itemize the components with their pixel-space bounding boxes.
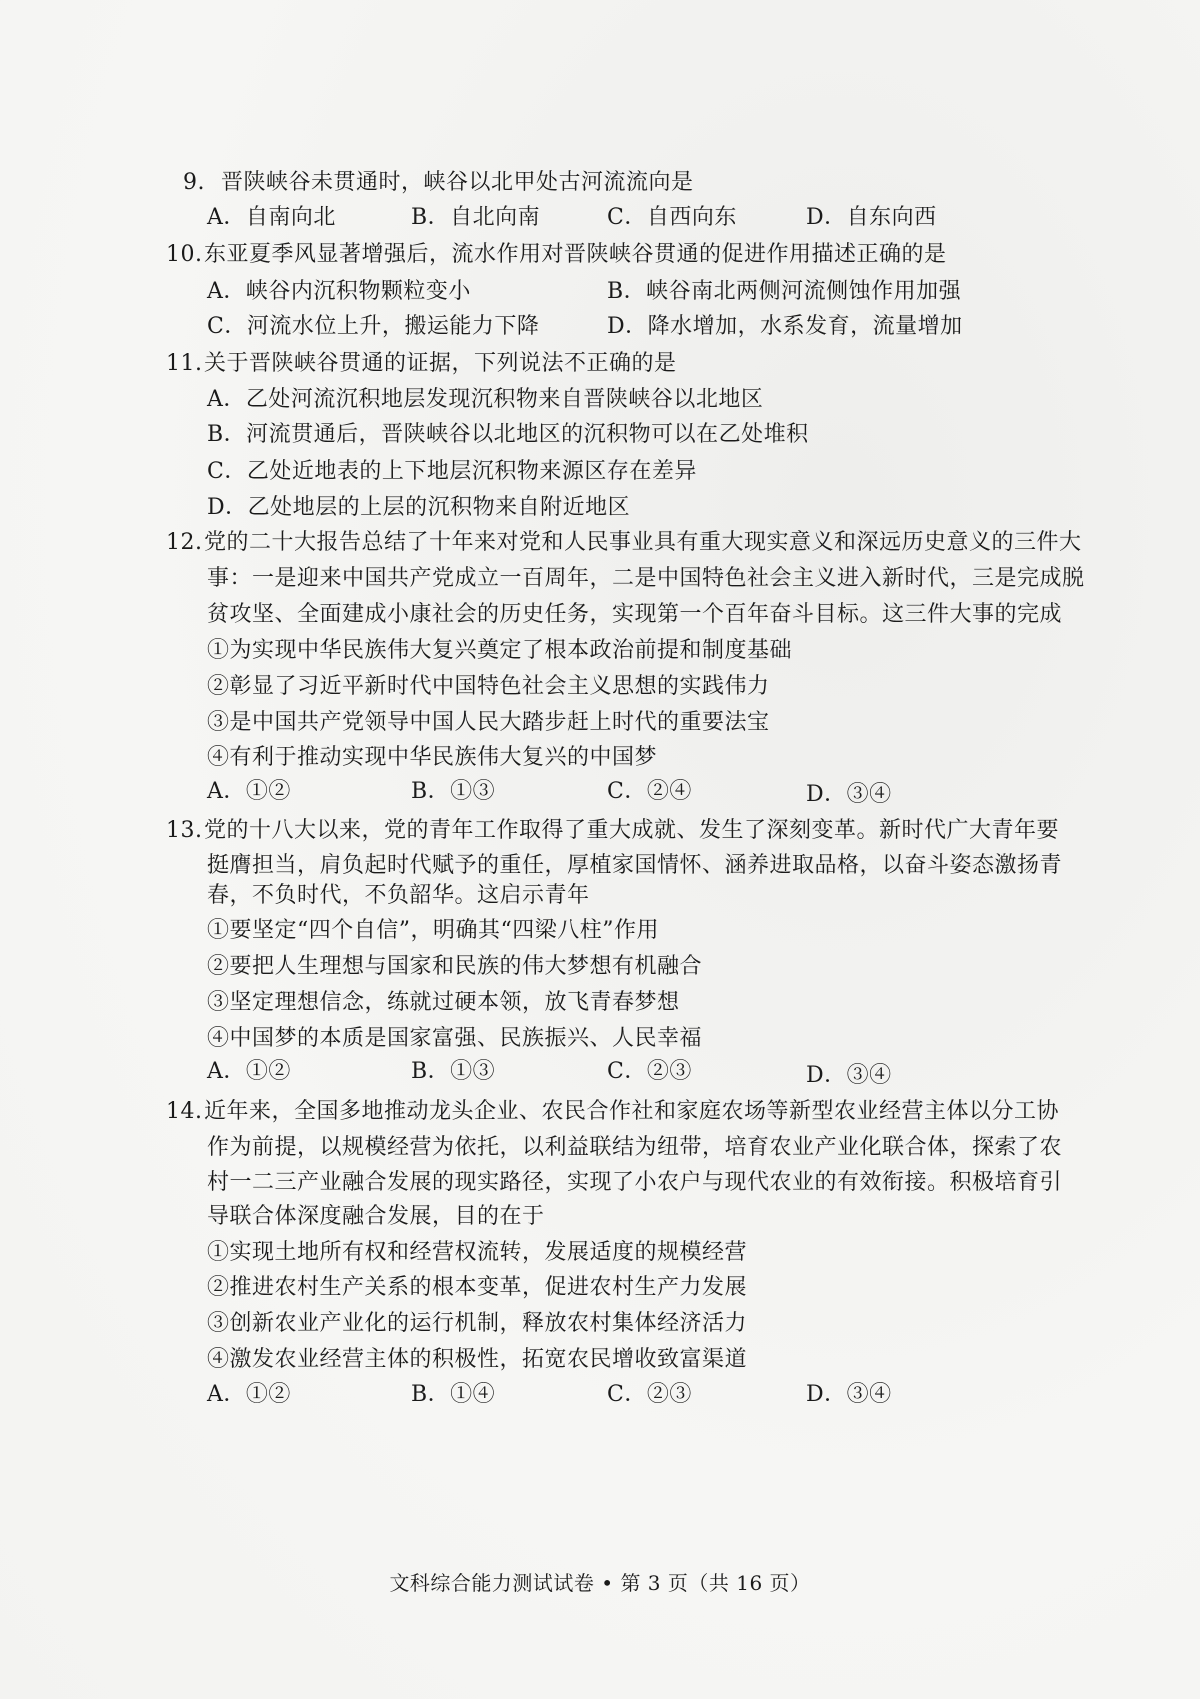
- q10-option-a: A．峡谷内沉积物颗粒变小: [207, 279, 471, 304]
- q12-option-b: B．①③: [411, 779, 496, 804]
- question-number: 10.: [166, 242, 203, 267]
- q10-option-c: C．河流水位上升，搬运能力下降: [207, 314, 540, 339]
- question-text: 党的十八大以来，党的青年工作取得了重大成就、发生了深刻变革。新时代广大青年要: [204, 818, 1060, 843]
- q9-option-c: C．自西向东: [607, 205, 737, 230]
- q14-item-2: ②推进农村生产关系的根本变革，促进农村生产力发展: [207, 1275, 748, 1300]
- q11-option-b: B．河流贯通后，晋陕峡谷以北地区的沉积物可以在乙处堆积: [207, 422, 809, 447]
- question-text-line: 贫攻坚、全面建成小康社会的历史任务，实现第一个百年奋斗目标。这三件大事的完成: [207, 602, 1063, 627]
- q13-option-c: C．②③: [607, 1059, 692, 1084]
- q13-option-a: A．①②: [207, 1059, 291, 1084]
- q14-option-d: D．③④: [806, 1382, 892, 1407]
- question-text-line: 作为前提，以规模经营为依托，以利益联结为纽带，培育农业产业化联合体，探索了农: [207, 1135, 1063, 1160]
- question-number: 12.: [166, 530, 203, 555]
- q9-option-b: B．自北向南: [411, 205, 541, 230]
- question-number: 11.: [166, 351, 203, 376]
- question-text-line: 导联合体深度融合发展，目的在于: [207, 1204, 545, 1229]
- q14-option-c: C．②③: [607, 1382, 692, 1407]
- q12-item-2: ②彰显了习近平新时代中国特色社会主义思想的实践伟力: [207, 674, 770, 699]
- question-13-stem: [166, 811, 1106, 851]
- q10-option-b: B．峡谷南北两侧河流侧蚀作用加强: [607, 279, 962, 304]
- q13-item-3: ③坚定理想信念，练就过硬本领，放飞青春梦想: [207, 990, 680, 1015]
- q11-option-a: A．乙处河流沉积地层发现沉积物来自晋陕峡谷以北地区: [207, 387, 764, 412]
- question-number: 13.: [166, 818, 203, 843]
- question-12-stem: [166, 523, 1106, 563]
- question-text: 关于晋陕峡谷贯通的证据，下列说法不正确的是: [204, 351, 677, 376]
- q12-item-1: ①为实现中华民族伟大复兴奠定了根本政治前提和制度基础: [207, 638, 793, 663]
- question-11-stem: [166, 344, 1106, 384]
- q12-option-c: C．②④: [607, 779, 692, 804]
- question-number: 14.: [166, 1099, 203, 1124]
- question-text: 近年来，全国多地推动龙头企业、农民合作社和家庭农场等新型农业经营主体以分工协: [204, 1099, 1060, 1124]
- q13-item-1: ①要坚定“四个自信”，明确其“四梁八柱”作用: [207, 918, 659, 943]
- question-text: 晋陕峡谷未贯通时，峡谷以北甲处古河流流向是: [221, 170, 694, 195]
- q13-option-b: B．①③: [411, 1059, 496, 1084]
- q14-option-b: B．①④: [411, 1382, 496, 1407]
- q12-item-3: ③是中国共产党领导中国人民大踏步赶上时代的重要法宝: [207, 710, 770, 735]
- q13-option-d: D．③④: [806, 1063, 892, 1088]
- question-text: 党的二十大报告总结了十年来对党和人民事业具有重大现实意义和深远历史意义的三件大: [204, 530, 1082, 555]
- q9-option-a: A．自南向北: [207, 205, 336, 230]
- q11-option-c: C．乙处近地表的上下地层沉积物来源区存在差异: [207, 459, 697, 484]
- page-footer: 文科综合能力测试试卷 • 第 3 页（共 16 页）: [389, 1571, 811, 1595]
- q13-item-4: ④中国梦的本质是国家富强、民族振兴、人民幸福: [207, 1026, 703, 1051]
- q12-option-d: D．③④: [806, 782, 892, 807]
- question-number: 9.: [183, 170, 205, 195]
- question-text-line: 春，不负时代，不负韶华。这启示青年: [207, 883, 590, 908]
- question-text-line: 挺膺担当，肩负起时代赋予的重任，厚植家国情怀、涵养进取品格，以奋斗姿态激扬青: [207, 853, 1063, 878]
- q13-item-2: ②要把人生理想与国家和民族的伟大梦想有机融合: [207, 954, 703, 979]
- question-text-line: 事：一是迎来中国共产党成立一百周年，二是中国特色社会主义进入新时代，三是完成脱: [207, 566, 1085, 591]
- q14-item-1: ①实现土地所有权和经营权流转，发展适度的规模经营: [207, 1240, 748, 1265]
- q12-item-4: ④有利于推动实现中华民族伟大复兴的中国梦: [207, 745, 658, 770]
- q14-item-3: ③创新农业产业化的运行机制，释放农村集体经济活力: [207, 1311, 748, 1336]
- q10-option-d: D．降水增加，水系发育，流量增加: [607, 314, 963, 339]
- q9-option-d: D．自东向西: [806, 205, 937, 230]
- question-text-line: 村一二三产业融合发展的现实路径，实现了小农户与现代农业的有效衔接。积极培育引: [207, 1170, 1063, 1195]
- q14-option-a: A．①②: [207, 1382, 291, 1407]
- question-9-stem: [183, 163, 1123, 203]
- q12-option-a: A．①②: [207, 779, 291, 804]
- q14-item-4: ④激发农业经营主体的积极性，拓宽农民增收致富渠道: [207, 1347, 748, 1372]
- question-14-stem: [166, 1092, 1106, 1132]
- q11-option-d: D．乙处地层的上层的沉积物来自附近地区: [207, 495, 631, 520]
- question-10-stem: [166, 235, 1106, 275]
- question-text: 东亚夏季风显著增强后，流水作用对晋陕峡谷贯通的促进作用描述正确的是: [204, 242, 947, 267]
